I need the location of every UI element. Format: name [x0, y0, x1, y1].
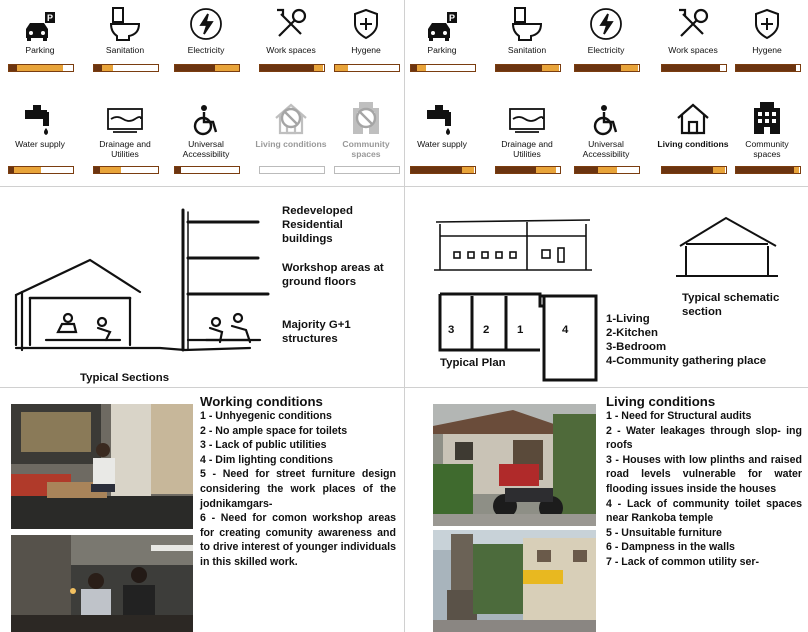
rating-bar: [174, 64, 240, 72]
workshop-photo-1: [11, 404, 193, 529]
rating-bar-fill-dark: [736, 167, 794, 173]
indicator-house: [255, 100, 327, 161]
indicator-label: Parking: [25, 45, 55, 55]
indicator-toilet: [89, 6, 161, 67]
tools-icon: [657, 6, 729, 42]
indicator-label: Universal Accessibility: [582, 139, 630, 159]
indicator-label: Electricity: [187, 45, 225, 55]
drainage-icon: [89, 100, 161, 136]
rating-bar-fill-dark: [175, 167, 181, 173]
rating-bar: [410, 166, 476, 174]
toilet-icon: [491, 6, 563, 42]
rating-bar: [735, 166, 801, 174]
indicator-label: Work spaces: [266, 45, 316, 55]
rating-bar: [259, 64, 325, 72]
rating-bar-fill-accent: [794, 167, 799, 173]
legend-item: 2-Kitchen: [606, 327, 658, 339]
rating-bar: [495, 166, 561, 174]
plan-legend: [606, 312, 766, 368]
living-photo-2: [433, 530, 596, 632]
indicator-label: Sanitation: [507, 45, 547, 55]
indicator-label: Parking: [427, 45, 457, 55]
rating-bar-fill-dark: [94, 65, 102, 71]
plan-room-number: 4: [562, 324, 569, 336]
rating-bar-fill-dark: [496, 167, 536, 173]
tap-icon: [4, 100, 76, 136]
parking-icon: [406, 6, 478, 42]
condition-item: 6 - Need for comon workshop areas for creating comunity awareness and to drive interest of younger individuals in this skilled work.: [200, 512, 396, 568]
condition-item: 4 - Lack of community toilet spaces near Rankoba temple: [606, 497, 802, 525]
sketch-label-workshop: Workshop areas at ground floors: [282, 262, 384, 288]
indicator-label: Hygene: [752, 45, 782, 55]
rating-bar: [410, 64, 476, 72]
elevation-sketch: [432, 214, 594, 276]
rating-bar-fill-accent: [713, 167, 725, 173]
indicator-wheelchair: [570, 100, 642, 161]
building-icon: [330, 100, 402, 136]
drainage-icon: [491, 100, 563, 136]
sketch-label-g1: Majority G+1 structures: [282, 319, 351, 345]
condition-item: 6 - Dampness in the walls: [606, 541, 735, 554]
indicator-tools: [657, 6, 729, 67]
building-icon: [731, 100, 803, 136]
parking-icon: [4, 6, 76, 42]
rating-bar: [93, 166, 159, 174]
rating-bar: [259, 166, 325, 174]
rating-bar: [574, 166, 640, 174]
house-icon: [657, 100, 729, 136]
indicator-label: Living conditions: [255, 139, 327, 149]
rating-bar-fill-dark: [662, 65, 720, 71]
indicator-label: Hygene: [351, 45, 381, 55]
indicator-label: Sanitation: [105, 45, 145, 55]
rating-bar: [8, 166, 74, 174]
rating-bar: [735, 64, 801, 72]
indicator-tap: [406, 100, 478, 161]
rating-bar-fill-accent: [17, 65, 63, 71]
plan-room-number: 3: [448, 324, 455, 336]
indicator-label: Work spaces: [668, 45, 718, 55]
plan-caption: Typical Plan: [440, 357, 506, 369]
row-divider-1: [0, 186, 808, 187]
indicator-house: [657, 100, 729, 161]
tools-icon: [255, 6, 327, 42]
rating-bar-fill-accent: [462, 167, 474, 173]
rating-bar-fill-dark: [575, 167, 598, 173]
rating-bar-fill-accent: [215, 65, 239, 71]
indicator-label: Living conditions: [657, 139, 729, 149]
indicator-building: [731, 100, 803, 161]
rating-bar-fill-accent: [417, 65, 426, 71]
condition-item: 3 - Lack of public utilities: [200, 439, 327, 452]
rating-bar: [661, 166, 727, 174]
condition-item: 2 - No ample space for toilets: [200, 424, 348, 437]
wheelchair-icon: [170, 100, 242, 136]
sketch-caption-sections: Typical Sections: [80, 372, 170, 384]
indicator-tap: [4, 100, 76, 161]
legend-item: 1-Living: [606, 313, 650, 325]
plan-room-number: 2: [483, 324, 490, 336]
indicator-label: Community spaces: [342, 139, 390, 159]
tap-icon: [406, 100, 478, 136]
rating-bar-fill-accent: [100, 167, 120, 173]
indicator-parking: [4, 6, 76, 67]
condition-item: 3 - Houses with low plinths and raised road levels vulnerable for water flooding issues inside the houses: [606, 453, 802, 495]
indicator-hygiene: [731, 6, 803, 67]
rating-bar: [661, 64, 727, 72]
hygiene-icon: [330, 6, 402, 42]
svg-text:P: P: [448, 13, 456, 23]
rating-bar-fill-accent: [542, 65, 559, 71]
indicator-tools: [255, 6, 327, 67]
rating-bar-fill-dark: [662, 167, 713, 173]
rating-bar-fill-dark: [411, 167, 462, 173]
condition-item: 5 - Unsuitable furniture: [606, 526, 722, 539]
legend-item: 3-Bedroom: [606, 341, 667, 353]
toilet-icon: [89, 6, 161, 42]
sketch-label-redeveloped: Redeveloped Residential buildings: [282, 205, 353, 245]
condition-item: 1 - Unhyegenic conditions: [200, 410, 332, 422]
rating-bar: [174, 166, 240, 174]
row-divider-2: [0, 387, 808, 388]
indicator-building: [330, 100, 402, 161]
rating-bar-fill-accent: [14, 167, 41, 173]
rating-bar: [495, 64, 561, 72]
schematic-section-sketch: [672, 212, 782, 284]
working-conditions-list: [200, 409, 396, 570]
rating-bar: [8, 64, 74, 72]
rating-bar-fill-accent: [335, 65, 348, 71]
center-divider: [404, 0, 405, 632]
electricity-icon: [570, 6, 642, 42]
rating-bar-fill-dark: [9, 65, 17, 71]
rating-bar-fill-dark: [575, 65, 621, 71]
condition-item: 2 - Water leakages through slop- ing roofs: [606, 424, 802, 452]
rating-bar-fill-dark: [175, 65, 215, 71]
indicator-electricity: [570, 6, 642, 67]
indicator-drainage: [491, 100, 563, 161]
rating-bar-fill-accent: [598, 167, 617, 173]
workshop-photo-2: [11, 535, 193, 632]
section-sketch: [10, 200, 290, 370]
electricity-icon: [170, 6, 242, 42]
condition-item: 1 - Need for Structural audits: [606, 410, 752, 422]
living-conditions-list: [606, 409, 802, 570]
living-photo-1: [433, 404, 596, 526]
condition-item: 7 - Lack of common utility ser-: [606, 555, 760, 568]
rating-bar-fill-accent: [102, 65, 114, 71]
indicator-hygiene: [330, 6, 402, 67]
indicator-label: Drainage and Utilities: [99, 139, 151, 159]
indicator-label: Drainage and Utilities: [501, 139, 553, 159]
rating-bar-fill-dark: [736, 65, 796, 71]
rating-bar-fill-accent: [314, 65, 323, 71]
legend-item: 4-Community gathering place: [606, 355, 767, 367]
indicator-label: Water supply: [417, 139, 467, 149]
indicator-parking: [406, 6, 478, 67]
wheelchair-icon: [570, 100, 642, 136]
rating-bar-fill-accent: [621, 65, 638, 71]
rating-bar-fill-accent: [536, 167, 556, 173]
rating-bar: [334, 64, 400, 72]
living-conditions-title: Living conditions: [606, 394, 716, 409]
indicator-wheelchair: [170, 100, 242, 161]
indicator-toilet: [491, 6, 563, 67]
condition-item: 5 - Need for street furniture design considering the work places of the jodnikamgars-: [200, 468, 396, 510]
rating-bar: [334, 166, 400, 174]
rating-bar-fill-dark: [496, 65, 542, 71]
working-conditions-title: Working conditions: [200, 394, 323, 409]
hygiene-icon: [731, 6, 803, 42]
house-icon: [255, 100, 327, 136]
rating-bar: [574, 64, 640, 72]
svg-text:P: P: [46, 13, 54, 23]
rating-bar: [93, 64, 159, 72]
indicator-label: Water supply: [15, 139, 65, 149]
plan-room-number: 1: [517, 324, 524, 336]
indicator-label: Electricity: [587, 45, 625, 55]
rating-bar-fill-dark: [260, 65, 314, 71]
indicator-electricity: [170, 6, 242, 67]
indicator-label: Universal Accessibility: [182, 139, 230, 159]
indicator-label: Community spaces: [745, 139, 789, 159]
condition-item: 4 - Dim lighting conditions: [200, 453, 334, 466]
schematic-label: Typical schematic section: [682, 292, 780, 318]
indicator-drainage: [89, 100, 161, 161]
